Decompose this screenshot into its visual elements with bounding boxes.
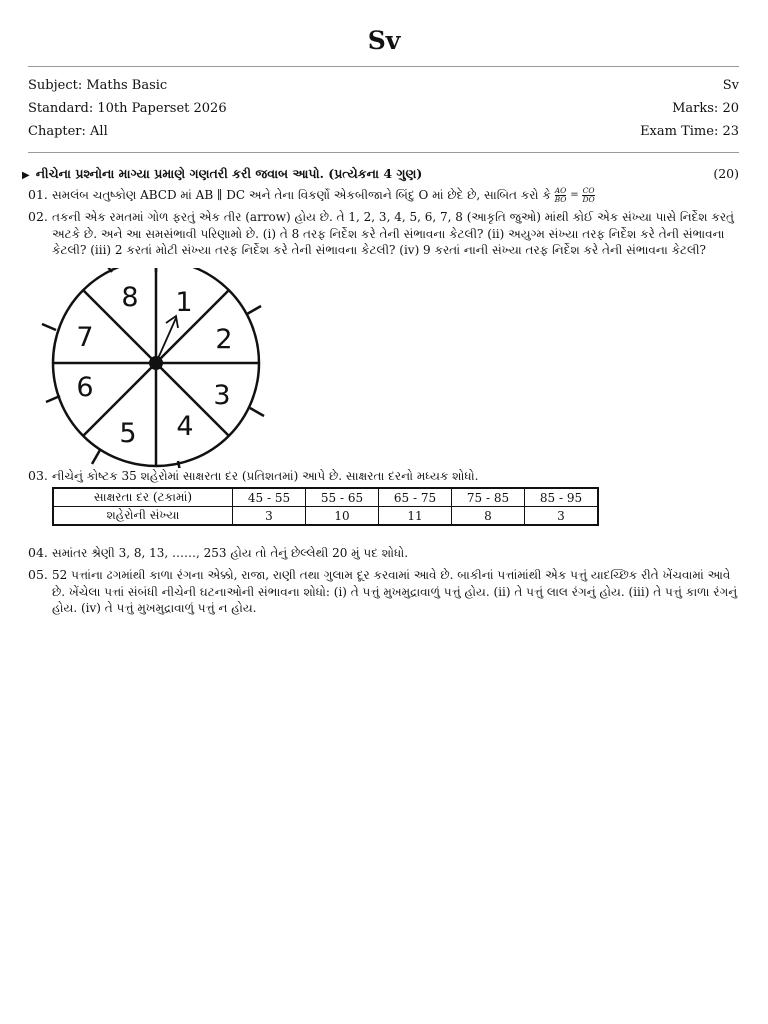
bullet-arrow-icon: ▶ bbox=[22, 170, 30, 181]
equals-sign: = bbox=[570, 189, 579, 201]
fraction-denominator: BO bbox=[554, 195, 567, 204]
spinner-number-7: 7 bbox=[76, 322, 94, 353]
meta-row-subject bbox=[28, 78, 739, 93]
table-cell: 55 - 65 bbox=[306, 488, 379, 507]
spinner-number-3: 3 bbox=[213, 380, 231, 411]
table-cell: 10 bbox=[306, 507, 379, 526]
table-header-cell: શહેરોની સંખ્યા bbox=[53, 507, 233, 526]
page-title: Sv bbox=[367, 26, 401, 55]
exam-time-label: Exam Time: 23 bbox=[640, 124, 739, 139]
subject-label: Subject: Maths Basic bbox=[28, 78, 168, 93]
spinner-center bbox=[149, 356, 163, 370]
question-3 bbox=[28, 468, 739, 485]
spinner-number-8: 8 bbox=[121, 282, 139, 313]
marks-label: Marks: 20 bbox=[672, 101, 739, 116]
fraction-numerator: CO bbox=[582, 186, 595, 195]
question-number: 01. bbox=[28, 187, 48, 202]
table-cell: 11 bbox=[379, 507, 452, 526]
header-divider-top bbox=[28, 66, 739, 67]
fraction-co-do bbox=[582, 187, 594, 204]
question-number: 05. bbox=[28, 567, 48, 582]
table-row bbox=[53, 507, 598, 526]
table-cell: 85 - 95 bbox=[525, 488, 599, 507]
brand-label: Sv bbox=[722, 78, 739, 93]
spinner-number-5: 5 bbox=[119, 418, 137, 449]
rim-tick bbox=[42, 324, 56, 330]
question-text: સમલંબ ચતુષ્કોણ ABCD માં AB ∥ DC અને તેના વિકર્ણો એકબીજાને બિંદુ O માં છેદે છે, સાબિત કરો કે bbox=[52, 188, 551, 202]
fraction-numerator: AO bbox=[554, 186, 567, 195]
table-row bbox=[53, 488, 598, 507]
fraction-denominator: DO bbox=[582, 195, 595, 204]
meta-row-chapter bbox=[28, 124, 739, 139]
question-number: 02. bbox=[28, 209, 48, 224]
question-text: સમાંતર શ્રેણી 3, 8, 13, ……, 253 હોય તો તેનું છેલ્લેથી 20 મું પદ શોધો. bbox=[52, 546, 409, 560]
table-cell: 75 - 85 bbox=[452, 488, 525, 507]
spinner-number-4: 4 bbox=[176, 411, 194, 442]
section-heading bbox=[22, 166, 739, 182]
section-instruction-text: નીચેના પ્રશ્નોના માગ્યા પ્રમાણે ગણતરી કરી જવાબ આપો. (પ્રત્યેકના 4 ગુણ) bbox=[35, 166, 423, 181]
spinner-number-6: 6 bbox=[76, 372, 94, 403]
rim-tick bbox=[92, 450, 100, 464]
meta-row-standard bbox=[28, 101, 739, 116]
spinner-arrow-icon bbox=[156, 316, 178, 363]
table-header-cell: સાક્ષરતા દર (ટકામાં) bbox=[53, 488, 233, 507]
question-4 bbox=[28, 545, 739, 562]
chapter-label: Chapter: All bbox=[28, 124, 108, 139]
standard-label: Standard: 10th Paperset 2026 bbox=[28, 101, 227, 116]
section-marks: (20) bbox=[713, 166, 739, 181]
table-cell: 3 bbox=[525, 507, 599, 526]
table-cell: 45 - 55 bbox=[233, 488, 306, 507]
spinner-number-1: 1 bbox=[175, 287, 193, 318]
section-instruction bbox=[22, 166, 422, 182]
question-5 bbox=[28, 567, 739, 617]
question-1 bbox=[28, 187, 739, 204]
question-text: તકની એક રમતમાં ગોળ ફરતું એક તીર (arrow) હોય છે. તે 1, 2, 3, 4, 5, 6, 7, 8 (આકૃતિ જુઓ) માંથી કોઈ એક સંખ્યા પાસે નિર્દેશ કરતું અટકે છે. અને આ સમસંભાવી પરિણામો છે. (i) તે 8 તરફ નિર્દેશ કરે તેની સંભાવના કેટલી? (ii) અયુગ્મ સંખ્યા તરફ નિર્દેશ કરે તેની સંભાવના કેટલી? (iii) 2 કરતાં મોટી સંખ્યા તરફ નિર્દેશ કરે તેની સંભાવના કેટલી? (iv) 9 કરતાં નાની સંખ્યા તરફ નિર્દેશ કરે તેની સંભાવના કેટલી? bbox=[52, 210, 734, 257]
rim-tick bbox=[46, 396, 60, 402]
spinner-number-2: 2 bbox=[215, 324, 233, 355]
question-text: નીચેનું કોષ્ટક 35 શહેરોમાં સાક્ષરતા દર (પ્રતિશતમાં) આપે છે. સાક્ષરતા દરનો મધ્યક શોધો. bbox=[52, 469, 479, 483]
question-2 bbox=[28, 209, 739, 259]
literacy-table bbox=[52, 487, 599, 526]
question-number: 04. bbox=[28, 545, 48, 560]
table-cell: 3 bbox=[233, 507, 306, 526]
table-cell: 65 - 75 bbox=[379, 488, 452, 507]
table-cell: 8 bbox=[452, 507, 525, 526]
spinner-figure bbox=[40, 268, 270, 468]
fraction-ao-bo bbox=[555, 187, 567, 204]
question-text: 52 પત્તાંના ઢગમાંથી કાળા રંગના એક્કો, રાજા, રાણી તથા ગુલામ દૂર કરવામાં આવે છે. બાકીનાં પત્તાંમાંથી એક પત્તું યાદચ્છિક રીતે ખેંચવામાં આવે છે. ખેંચેલા પત્તાં સંબંધી નીચેની ઘટનાઓની સંભાવના શોધો: (i) તે પત્તું મુખમુદ્રાવાળું પત્તું હોય. (ii) તે પત્તું લાલ રંગનું હોય. (iii) તે પત્તું કાળા રંગનું હોય. (iv) તે પત્તું મુખમુદ્રાવાળું પત્તું ન હોય. bbox=[52, 568, 738, 615]
header-divider-bottom bbox=[28, 152, 739, 153]
question-number: 03. bbox=[28, 468, 48, 483]
rim-tick bbox=[247, 306, 261, 314]
rim-tick bbox=[250, 408, 264, 416]
